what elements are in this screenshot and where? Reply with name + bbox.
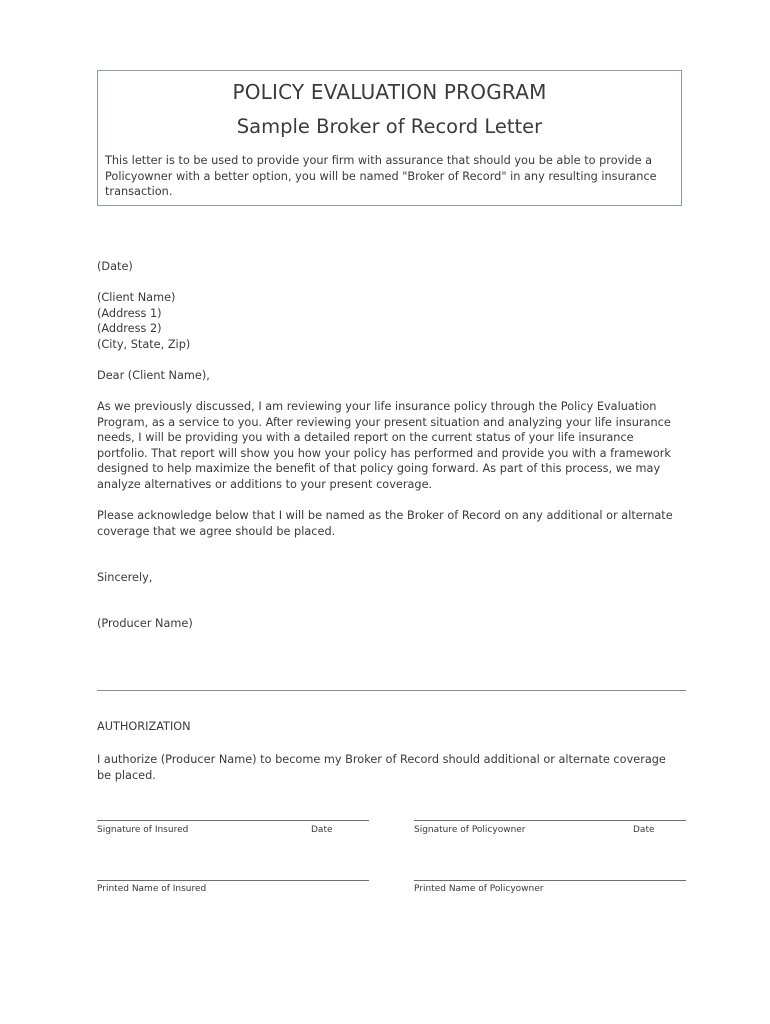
city-state-zip-placeholder: (City, State, Zip) — [97, 337, 191, 351]
date-placeholder: (Date) — [97, 260, 133, 273]
policyowner-signature-line[interactable] — [414, 820, 686, 821]
insured-printed-name-label: Printed Name of Insured — [97, 884, 207, 894]
insured-date-label: Date — [311, 825, 333, 835]
insured-printed-name-line[interactable] — [97, 880, 369, 881]
policyowner-printed-name-line[interactable] — [414, 880, 686, 881]
insured-signature-line[interactable] — [97, 820, 369, 821]
policyowner-printed-name-label: Printed Name of Policyowner — [414, 884, 544, 894]
letter-paragraph-2: Please acknowledge below that I will be named as the Broker of Record on any additional or alternate coverage that we agree should be placed. — [97, 509, 673, 538]
insured-signature-label: Signature of Insured — [97, 825, 189, 835]
salutation: Dear (Client Name), — [97, 369, 210, 382]
policyowner-date-label: Date — [633, 825, 655, 835]
header-box — [97, 70, 682, 206]
closing: Sincerely, — [97, 571, 153, 584]
authorization-heading: AUTHORIZATION — [97, 720, 191, 733]
policyowner-signature-label: Signature of Policyowner — [414, 825, 526, 835]
document-subtitle: Sample Broker of Record Letter — [236, 115, 543, 138]
section-divider — [97, 690, 686, 691]
client-name-placeholder: (Client Name) — [97, 291, 176, 304]
producer-name-placeholder: (Producer Name) — [97, 617, 193, 630]
letter-paragraph-1: As we previously discussed, I am reviewing your life insurance policy through the Policy Evaluation Program, as a service to you. After reviewing your present situation and analyzing your life insurance needs, I will be providing you with a detailed report on the current status of your life insurance portfolio. That report will show you how your policy has performed and provide you with a framework designed to help maximize the benefit of that policy going forward. As part of this process, we may analyze alternatives or additions to your present coverage. — [97, 400, 671, 491]
document-title: POLICY EVALUATION PROGRAM — [232, 80, 547, 104]
authorization-text: I authorize (Producer Name) to become my Broker of Record should additional or alternate coverage be placed. — [97, 753, 666, 782]
address1-placeholder: (Address 1) — [97, 306, 162, 320]
address2-placeholder: (Address 2) — [97, 322, 162, 335]
intro-text: This letter is to be used to provide your firm with assurance that should you be able to provide a Policyowner with a better option, you will be named "Broker of Record" in any resulting insurance transaction. — [105, 154, 657, 198]
address-block — [97, 290, 697, 352]
